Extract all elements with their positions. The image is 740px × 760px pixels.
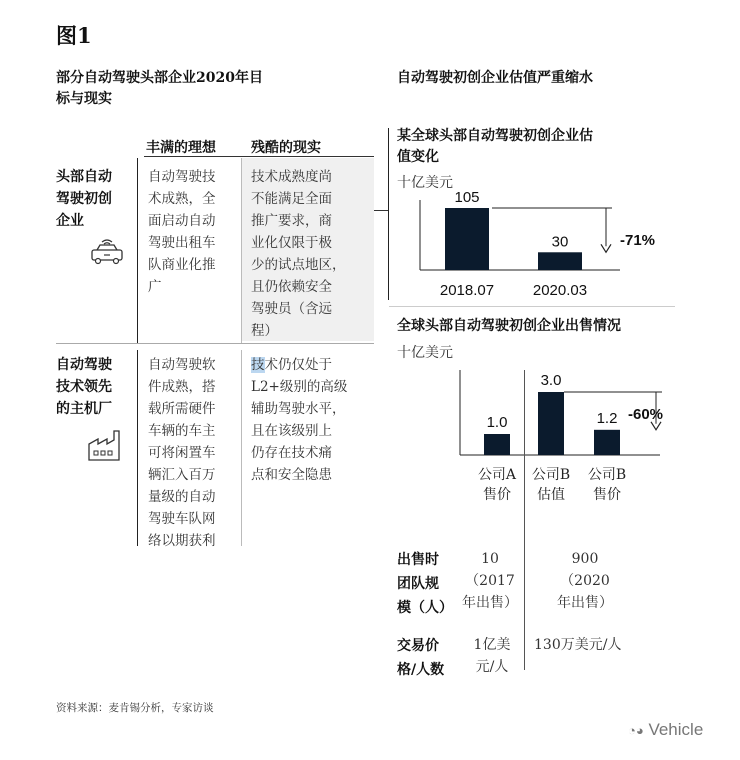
chart2-value-label: 3.0 <box>540 372 562 389</box>
row1-vline-mid <box>241 158 242 343</box>
chart1-value-label: 105 <box>454 190 480 206</box>
section-connector <box>374 210 388 211</box>
row2-header-line: 技术领先 <box>56 379 112 395</box>
team-size-label <box>397 548 453 620</box>
row1-ideal-text: 自动驾驶技 术成熟，全 面启动自动 驾驶出租车 队商业化推 广 <box>148 169 216 295</box>
chart2-unit: 十亿美元 <box>397 345 453 361</box>
chart2-title: 全球头部自动驾驶初创企业出售情况 <box>397 318 621 334</box>
col-reality-header: 残酷的现实 <box>251 140 321 156</box>
factory-icon <box>86 428 124 462</box>
row-divider <box>56 343 374 344</box>
right-bracket-line <box>388 128 389 300</box>
robotaxi-car-icon <box>86 236 128 266</box>
team-b-note: （2020 <box>560 573 610 589</box>
chart2-svg <box>450 360 690 535</box>
row1-header-line: 驾驶初创 <box>56 191 112 207</box>
price-a-line: 元/人 <box>475 659 509 675</box>
price-a-line: 1亿美 <box>473 637 511 653</box>
watermark: ◔◕ Vehicle <box>628 720 704 739</box>
row1-reality-text: 技术成熟度尚 不能满足全面 推广要求，商 业化仅限于极 少的试点地区， 且仍依赖安全 驾驶员（含远 程） <box>251 169 346 339</box>
chart2-category-label: 估值 <box>537 487 565 503</box>
source-note: 资料来源：麦肯锡分析，专家访谈 <box>56 702 214 714</box>
chart1-change-label: -71% <box>620 232 656 249</box>
highlight-char: 技 <box>251 357 265 373</box>
team-label-line: 团队规 <box>397 576 439 592</box>
chart2-bar <box>484 434 510 455</box>
row2-reality-text: 术仍仅处于 L2+级别的高级 辅助驾驶水平， 且在该级别上 仍存在技术痛 点和安全隐患 <box>251 357 348 483</box>
col-ideal-header: 丰满的理想 <box>146 140 216 156</box>
left-title-line1: 部分自动驾驶头部企业2020年目 <box>56 70 263 86</box>
left-title-line2: 标与现实 <box>56 91 112 107</box>
team-label-line: 模（人） <box>397 600 453 616</box>
chart2-category-label: 公司B <box>531 467 571 483</box>
figure-title: 图1 <box>56 23 92 48</box>
chart1-category-label: 2020.03 <box>532 282 588 299</box>
row2-vline-left <box>137 350 138 546</box>
chart2-category-label: 售价 <box>483 487 511 503</box>
header-divider <box>144 156 374 157</box>
left-section-title <box>56 68 263 110</box>
row2-ideal-text: 自动驾驶软 件成熟，搭 载所需硬件 车辆的车主 可将闲置车 辆汇入百万 量级的自动 驾驶车队网 络以期获利 <box>148 357 216 549</box>
chart1-title-line2: 值变化 <box>397 149 439 165</box>
team-label-line: 出售时 <box>397 552 439 568</box>
team-b <box>545 548 625 614</box>
team-a-note: （2017 <box>465 573 515 589</box>
chart1-category-label: 2018.07 <box>439 282 495 299</box>
right-col-separator <box>524 370 525 670</box>
team-b-value: 900 <box>571 551 599 567</box>
watermark-text: Vehicle <box>648 720 704 739</box>
chart2-value-label: 1.0 <box>486 414 508 431</box>
price-per-head-label <box>397 634 444 682</box>
row1-header-line: 头部自动 <box>56 169 112 185</box>
team-a-note: 年出售） <box>462 595 518 611</box>
chart2-bar <box>594 430 620 455</box>
row1-header <box>56 166 112 232</box>
chart1-title-line1: 某全球头部自动驾驶初创企业估 <box>397 128 593 144</box>
price-b: 130万美元/人 <box>534 637 622 653</box>
price-label-line: 格/人数 <box>397 662 445 678</box>
right-section-title: 自动驾驶初创企业估值严重缩水 <box>397 70 593 86</box>
chart1-unit: 十亿美元 <box>397 175 453 191</box>
chart2-bar <box>538 392 564 455</box>
row2-header-line: 自动驾驶 <box>56 357 112 373</box>
chart2-category-label: 公司B <box>587 467 627 483</box>
row2-vline-mid <box>241 350 242 546</box>
team-a-value: 10 <box>481 551 499 567</box>
chart2-value-label: 1.2 <box>596 409 618 427</box>
chart1-value-label: 30 <box>551 233 569 251</box>
chart2-category-label: 公司A <box>477 467 517 483</box>
chart1-title <box>397 126 593 168</box>
team-a <box>460 548 520 614</box>
chart1-bar <box>538 252 582 270</box>
row2-header <box>56 354 112 420</box>
team-b-note: 年出售） <box>557 595 613 611</box>
row1-vline-left <box>137 158 138 343</box>
price-label-line: 交易价 <box>397 638 439 654</box>
row2-header-line: 的主机厂 <box>56 401 112 417</box>
chart-divider <box>389 306 675 307</box>
chart2-change-label: -60% <box>628 406 664 423</box>
chart2-category-label: 售价 <box>593 487 621 503</box>
chart1-bar <box>445 208 489 270</box>
row1-header-line: 企业 <box>56 213 84 229</box>
row2-reality <box>251 354 347 486</box>
price-a <box>462 634 522 678</box>
